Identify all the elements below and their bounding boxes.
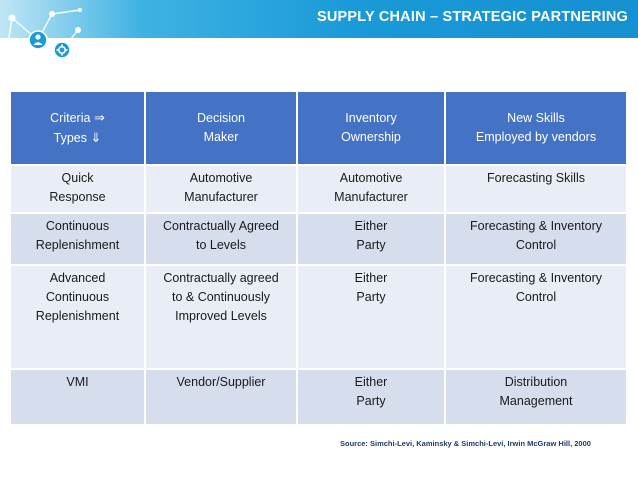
- cell-new-skills: [445, 165, 627, 213]
- page-title: SUPPLY CHAIN – STRATEGIC PARTNERING: [316, 9, 628, 25]
- table-row: [11, 265, 627, 369]
- cell-text: Automotive: [189, 171, 253, 185]
- network-logo-icon: [0, 0, 120, 80]
- cell-inventory-ownership: [297, 165, 445, 213]
- gear-icon: [54, 42, 70, 58]
- cell-text: Management: [499, 394, 573, 408]
- table-row: [11, 369, 627, 425]
- source-citation: Source: Simchi-Levi, Kaminsky & Simchi-Levi, Irwin McGraw Hill, 2000: [340, 439, 591, 448]
- cell-decision-maker: [145, 265, 297, 369]
- strategic-partnering-table: [11, 92, 628, 426]
- cell-text: to Levels: [195, 238, 247, 252]
- cell-inventory-ownership: [297, 265, 445, 369]
- right-arrow-icon: ⇒: [93, 110, 105, 125]
- cell-text: Control: [515, 238, 557, 252]
- person-icon: [29, 31, 47, 49]
- cell-text: Either: [354, 219, 388, 233]
- cell-text: Forecasting Skills: [487, 171, 585, 185]
- cell-text: Automotive: [339, 171, 403, 185]
- table-row: [11, 165, 627, 213]
- cell-text: Control: [515, 290, 557, 304]
- cell-new-skills: [445, 369, 627, 425]
- cell-text: Party: [356, 394, 386, 408]
- cell-type: [11, 213, 145, 265]
- header-new-skills: [445, 92, 627, 165]
- cell-type: [11, 165, 145, 213]
- cell-type: [11, 265, 145, 369]
- header-decision-maker: [145, 92, 297, 165]
- cell-text: Party: [356, 238, 386, 252]
- header-inventory-ownership: [297, 92, 445, 165]
- header-text: New Skills: [507, 111, 565, 125]
- cell-text: Advanced: [49, 271, 106, 285]
- cell-type: [11, 369, 145, 425]
- table-header-row: [11, 92, 627, 165]
- cell-text: Either: [354, 271, 388, 285]
- cell-text: Improved Levels: [175, 309, 267, 323]
- down-arrow-icon: ⇓: [90, 130, 102, 145]
- cell-text: Replenishment: [35, 309, 120, 323]
- cell-new-skills: [445, 213, 627, 265]
- cell-text: Forecasting & Inventory: [469, 271, 602, 285]
- header-criteria-types: [11, 92, 145, 165]
- cell-decision-maker: [145, 213, 297, 265]
- cell-text: to & Continuously: [172, 290, 270, 304]
- header-text: Employed by vendors: [475, 130, 597, 144]
- header-text: Ownership: [341, 130, 401, 144]
- header-text: Decision: [197, 111, 245, 125]
- cell-text: Continuous: [45, 219, 110, 233]
- cell-text: Vendor/Supplier: [176, 375, 266, 389]
- cell-text: VMI: [66, 375, 89, 389]
- cell-inventory-ownership: [297, 213, 445, 265]
- cell-text: Forecasting & Inventory: [469, 219, 602, 233]
- cell-text: Quick: [61, 171, 94, 185]
- cell-text: Response: [49, 190, 106, 204]
- cell-text: Continuous: [45, 290, 110, 304]
- cell-text: Either: [354, 375, 388, 389]
- cell-decision-maker: [145, 165, 297, 213]
- cell-text: Party: [356, 290, 386, 304]
- cell-decision-maker: [145, 369, 297, 425]
- cell-text: Manufacturer: [184, 190, 258, 204]
- cell-text: Replenishment: [35, 238, 120, 252]
- criteria-label: Criteria: [50, 111, 91, 125]
- cell-text: Manufacturer: [334, 190, 408, 204]
- cell-new-skills: [445, 265, 627, 369]
- cell-text: Distribution: [504, 375, 568, 389]
- table-row: [11, 213, 627, 265]
- cell-inventory-ownership: [297, 369, 445, 425]
- cell-text: Contractually Agreed: [162, 219, 280, 233]
- header-text: Inventory: [345, 111, 397, 125]
- cell-text: Contractually agreed: [163, 271, 279, 285]
- types-label: Types: [53, 131, 87, 145]
- header-text: Maker: [203, 130, 239, 144]
